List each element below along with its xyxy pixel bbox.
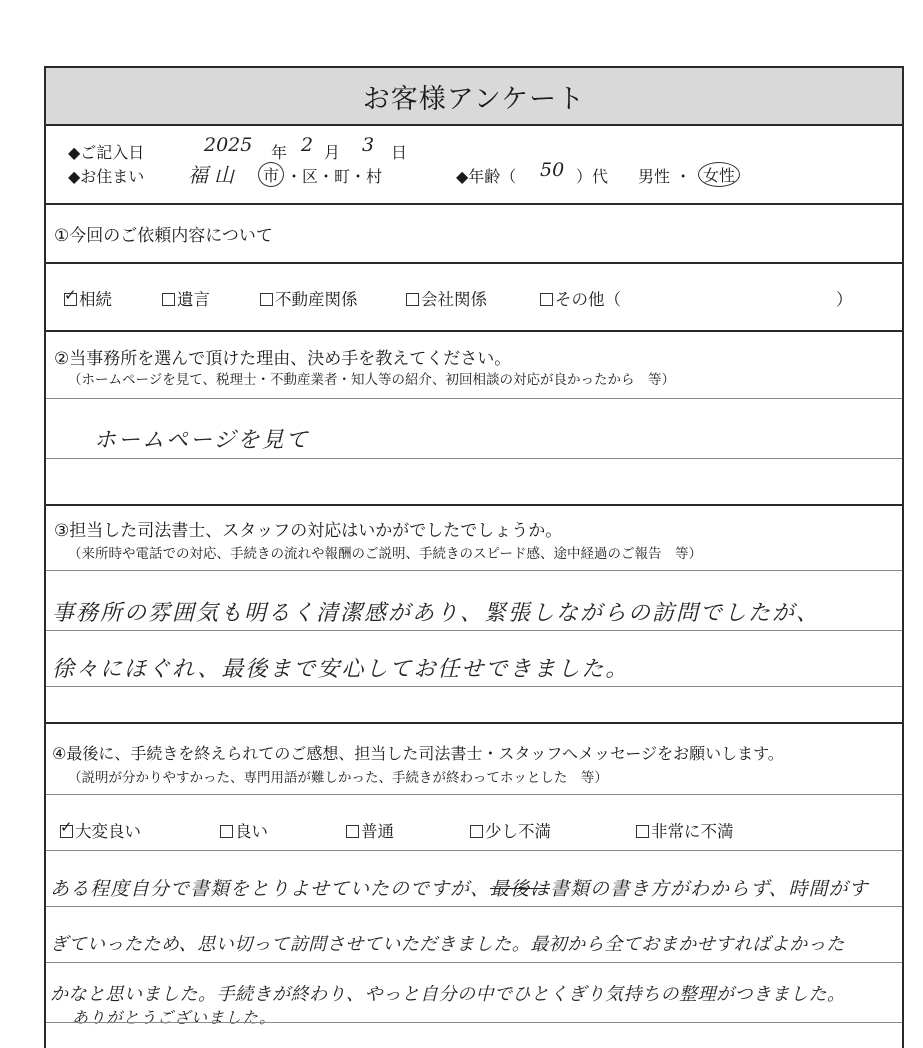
year-suffix: 年 (271, 143, 288, 162)
q1-option-souzoku[interactable]: ✓相続 (64, 286, 112, 310)
q1-close-paren: ） (836, 290, 853, 309)
q1-option-igon[interactable]: 遺言 (162, 286, 210, 310)
q4-option-good[interactable]: 良い (220, 818, 268, 842)
checkbox-icon (470, 825, 483, 838)
gender-female: 女性 (698, 162, 740, 187)
q3-answer-line1: 事務所の雰囲気も明るく清潔感があり、緊張しながらの訪問でしたが、 (52, 601, 821, 626)
age-label: ◆年齢（ (456, 167, 517, 186)
q2-answer: ホームページを見て (94, 428, 310, 453)
q4-answer-line4: ありがとうございました。 (72, 1008, 277, 1027)
checkbox-icon (162, 293, 175, 306)
gender-male: 男性 ・ (638, 167, 692, 186)
q4-answer-line1: ある程度自分で書類をとりよせていたのですが、最後は書類の書き方がわからず、時間がす (50, 878, 869, 900)
q4-option-very-unsatisfied[interactable]: 非常に不満 (636, 818, 734, 842)
checkbox-icon (346, 825, 359, 838)
q4-answer-line3: かなと思いました。手続きが終わり、やっと自分の中でひとくぎり気持ちの整理がつきました。 (50, 984, 846, 1005)
checkbox-checked-icon (60, 825, 73, 838)
q4-title: ④最後に、手続きを終えられてのご感想、担当した司法書士・スタッフへメッセージをお願いします。 (52, 744, 784, 763)
q1-option-sonota[interactable]: その他（ (540, 286, 621, 310)
month-suffix: 月 (324, 143, 341, 162)
q3-title: ③担当した司法書士、スタッフの対応はいかがでしたでしょうか。 (54, 521, 563, 541)
q1-option-kaisha[interactable]: 会社関係 (406, 286, 487, 310)
date-label: ◆ご記入日 (68, 143, 145, 162)
q2-title: ②当事務所を選んで頂けた理由、決め手を教えてください。 (54, 349, 512, 369)
address-label: ◆お住まい (68, 167, 145, 186)
day-suffix: 日 (391, 143, 408, 162)
q2-note: （ホームページを見て、税理士・不動産業者・知人等の紹介、初回相談の対応が良かったから 等） (68, 372, 675, 388)
checkbox-icon (406, 293, 419, 306)
q4-option-normal[interactable]: 普通 (346, 818, 394, 842)
q3-answer-line2: 徐々にほぐれ、最後まで安心してお任せできました。 (52, 657, 630, 682)
q1-option-fudousan[interactable]: 不動産関係 (260, 286, 358, 310)
checkbox-icon (636, 825, 649, 838)
date-day: 3 (362, 134, 375, 156)
checkbox-checked-icon (64, 293, 77, 306)
address-value: 福山 (188, 163, 240, 187)
date-year: 2025 (204, 134, 253, 156)
survey-title: お客様アンケート (46, 68, 902, 126)
age-suffix: ）代 (576, 167, 609, 186)
q4-answer-line2: ぎていったため、思い切って訪問させていただきました。最初から全ておまかせすればよかった (50, 934, 845, 955)
age-value: 50 (540, 159, 565, 181)
q4-option-slightly-unsatisfied[interactable]: 少し不満 (470, 818, 551, 842)
checkbox-icon (260, 293, 273, 306)
q4-note: （説明が分かりやすかった、専門用語が難しかった、手続きが終わってホッとした 等） (68, 770, 608, 786)
address-rest: ・区・町・村 (286, 167, 383, 186)
survey-sheet (44, 66, 904, 1048)
date-month: 2 (301, 134, 314, 156)
checkbox-icon (220, 825, 233, 838)
q4-option-very-good[interactable]: ✓大変良い (60, 818, 141, 842)
checkbox-icon (540, 293, 553, 306)
q3-note: （来所時や電話での対応、手続きの流れや報酬のご説明、手続きのスピード感、途中経過のご報告 等） (68, 546, 702, 562)
address-city: 市 (258, 162, 284, 187)
q1-title: ①今回のご依頼内容について (54, 226, 273, 246)
